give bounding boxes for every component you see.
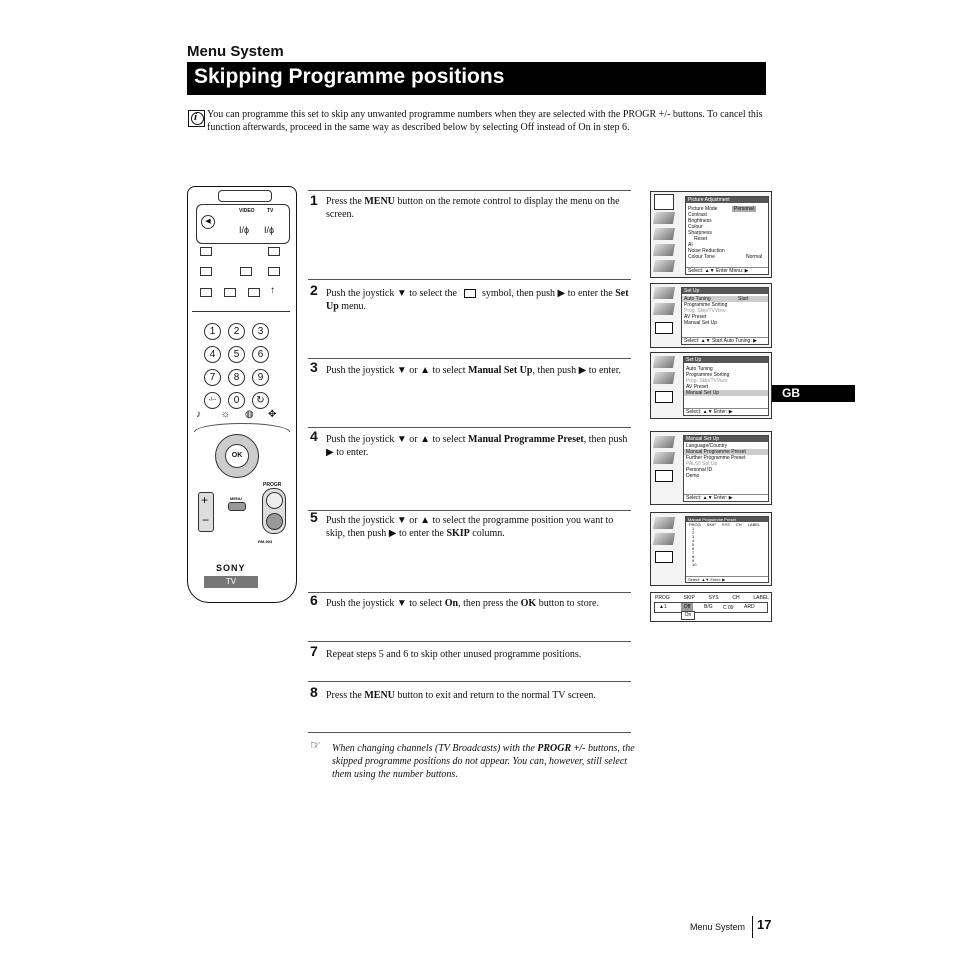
fastext-green-icon	[224, 288, 236, 297]
prog-number: 2	[692, 530, 695, 535]
step-1-text: Press the MENU button on the remote control to display the menu on the screen.	[326, 196, 620, 220]
digit-button: -/--	[204, 392, 221, 409]
prog-number: 9	[692, 558, 695, 563]
menu-row: Auto Tuning	[686, 366, 713, 372]
mute-icon: ◀	[201, 215, 215, 229]
video-label: VIDEO	[239, 208, 255, 214]
digit-button: 1	[204, 323, 221, 340]
table-body	[686, 527, 768, 567]
setup-icon	[655, 391, 673, 403]
setup-menu	[681, 287, 769, 345]
footer-section: Menu System	[690, 922, 746, 932]
column-header: PROG	[655, 595, 670, 601]
menu-footer: Select: ▲▼ Start Auto Tuning: ▶	[682, 337, 768, 344]
fastext-red-icon	[200, 288, 212, 297]
video-icon: ◍	[245, 409, 254, 420]
digit-button: 7	[204, 369, 221, 386]
ch-cell: C 09	[723, 605, 734, 611]
step-4-text: Push the joystick ▼ or ▲ to select Manual Programme Preset, then push ▶ to enter.	[326, 434, 628, 458]
model-label: RM-903	[258, 539, 273, 544]
digit-button: 6	[252, 346, 269, 363]
teletext-button-icon	[200, 247, 212, 256]
menu-title: Picture Adjustment	[686, 197, 768, 203]
progr-label: PROGR	[263, 482, 282, 488]
power-panel	[196, 204, 290, 244]
fastext-yellow-icon	[248, 288, 260, 297]
menu-row: Manual Set Up	[684, 320, 718, 326]
sound-icon: ♪	[196, 409, 201, 420]
menu-row: Language/Country	[686, 443, 728, 449]
menu-footer: Select: ▲▼ Enter: ▶	[686, 576, 768, 582]
column-header: CH	[735, 522, 742, 527]
remote-control-illustration	[187, 186, 297, 603]
step-divider	[308, 732, 631, 733]
step-divider	[308, 190, 631, 191]
step-6-text: Push the joystick ▼ to select On, then press the OK button to store.	[326, 598, 599, 609]
menu-icons	[654, 212, 674, 276]
step-divider	[308, 641, 631, 642]
step-2-text: Push the joystick ▼ to select the symbol, then push ▶ to enter the Set Up menu.	[326, 288, 629, 312]
menu-row: Programme Sorting	[686, 372, 730, 378]
digit-button: 9	[252, 369, 269, 386]
step-number: 4	[310, 428, 318, 444]
hint-hand-icon: ☞	[310, 738, 321, 752]
intro-text: You can programme this set to skip any unwanted programme numbers when they are selected with the PROGR +/- buttons. To cancel this function afterwards, proceed in the same way as described below by selecting Off instead of On in step 6.	[207, 109, 763, 133]
menu-title: Set Up	[682, 288, 768, 294]
info-icon: i	[188, 110, 205, 127]
prog-number: 4	[692, 538, 695, 543]
section-heading: Menu System	[187, 43, 284, 60]
step-5-text: Push the joystick ▼ or ▲ to select the programme position you want to skip, then push ▶ to enter the SKIP column.	[326, 515, 614, 539]
menu-row: Colour Tone	[688, 254, 715, 260]
prog-number: 5	[692, 542, 695, 547]
menu-icons	[654, 356, 674, 388]
digit-button: 8	[228, 369, 245, 386]
teletext-hold-icon	[200, 267, 212, 276]
screen-setup-manual	[650, 352, 772, 419]
digit-button: ↻	[252, 392, 269, 409]
menu-row: Colour	[688, 224, 703, 230]
skip-cell: Off	[681, 603, 693, 611]
tv-badge: TV	[204, 576, 258, 588]
step-number: 2	[310, 282, 318, 298]
pip-icon	[240, 267, 252, 276]
digit-button: 5	[228, 346, 245, 363]
step-divider	[308, 427, 631, 428]
prog-number: 8	[692, 554, 695, 559]
step-number: 5	[310, 509, 318, 525]
step-8-text: Press the MENU button to exit and return to the normal TV screen.	[326, 690, 596, 701]
setup-icon	[655, 470, 673, 482]
column-header: SKIP	[706, 522, 716, 527]
menu-icons	[654, 517, 674, 549]
column-header: SYS	[708, 595, 719, 601]
menu-icons	[654, 436, 674, 468]
prog-number: 3	[692, 534, 695, 539]
screen-picture-adjustment	[650, 191, 772, 278]
brand-logo: SONY	[216, 563, 246, 573]
step-divider	[308, 279, 631, 280]
menu-label: MENU	[230, 496, 242, 501]
up-arrow-icon: ↑	[270, 285, 275, 296]
menu-footer: Select: ▲▼ Enter: ▶	[684, 408, 768, 415]
menu-row: Manual Set Up	[684, 390, 768, 396]
menu-icons	[654, 287, 674, 319]
screen-skip-row	[650, 592, 772, 622]
page-title-bar	[187, 62, 766, 95]
menu-row: Brightness	[688, 218, 712, 224]
setup-icon	[655, 551, 673, 563]
prog-number: 10	[692, 562, 697, 567]
setup-symbol-icon	[464, 289, 476, 298]
minus-icon: −	[202, 513, 210, 527]
step-3-text: Push the joystick ▼ or ▲ to select Manual Set Up, then push ▶ to enter.	[326, 365, 621, 376]
ok-button: OK	[225, 444, 249, 468]
table-header	[655, 595, 769, 601]
progr-minus-icon	[266, 513, 283, 530]
menu-value: Personal	[734, 206, 754, 212]
setup-menu	[683, 356, 769, 416]
menu-row: Further Programme Preset	[686, 455, 746, 461]
picture-menu	[685, 196, 769, 275]
ir-window	[218, 190, 272, 202]
programme-preset-menu	[685, 516, 769, 583]
menu-value: Start	[738, 296, 749, 302]
menu-value: Normal	[746, 254, 763, 260]
step-divider	[308, 358, 631, 359]
menu-row: Auto Tuning	[684, 296, 711, 302]
step-divider	[308, 681, 631, 682]
joystick	[215, 434, 259, 478]
prog-number: 7	[692, 550, 695, 555]
progr-plus-icon	[266, 492, 283, 509]
language-tab	[772, 385, 855, 402]
step-7-text: Repeat steps 5 and 6 to skip other unused programme positions.	[326, 649, 582, 660]
menu-title: Set Up	[684, 357, 768, 363]
menu-row: Programme Sorting	[684, 302, 728, 308]
menu-row: Prog. Skip/TVView	[686, 378, 728, 384]
tv-label: TV	[267, 208, 274, 214]
digit-button: 0	[228, 392, 245, 409]
screen-manual-setup	[650, 431, 772, 505]
menu-row: Prog. Skip/TVView	[684, 308, 726, 314]
teletext-mix-icon	[268, 247, 280, 256]
volume-rocker	[198, 492, 214, 532]
menu-row: Sharpness	[688, 230, 712, 236]
column-header: SKIP	[683, 595, 695, 601]
menu-row: AV Preset	[686, 384, 709, 390]
menu-title: Manual Set Up	[684, 436, 768, 442]
pip-swap-icon	[268, 267, 280, 276]
label-cell: ARD	[744, 604, 755, 610]
column-header: LABEL	[753, 595, 769, 601]
menu-title: Manual Programme Preset	[686, 517, 768, 522]
step-number: 1	[310, 192, 318, 208]
skip-option-on: On	[681, 611, 695, 620]
step-divider	[308, 592, 631, 593]
page-number: 17	[757, 917, 772, 932]
menu-row: Demo	[686, 473, 700, 479]
digit-button: 2	[228, 323, 245, 340]
menu-row: Personal ID	[686, 467, 713, 473]
tuning-icon: ✥	[268, 409, 277, 420]
video-power-icon: I/ɸ	[239, 225, 249, 235]
footer-divider	[752, 916, 753, 938]
brightness-icon: ☼	[221, 409, 231, 420]
menu-row: Noise Reduction	[688, 248, 725, 254]
table-header	[686, 523, 768, 527]
screen-manual-programme-preset	[650, 512, 772, 586]
menu-row: Manual Programme Preset	[684, 449, 768, 455]
menu-row: Reset	[694, 236, 708, 242]
menu-row: PAL60 Set Up	[686, 461, 718, 467]
prog-cell: ▲1	[659, 604, 667, 610]
step-number: 8	[310, 684, 318, 700]
step-number: 6	[310, 592, 318, 608]
plus-icon: +	[201, 493, 209, 507]
digit-button: 4	[204, 346, 221, 363]
table-row	[692, 563, 768, 567]
step-number: 3	[310, 359, 318, 375]
picture-icon	[654, 194, 674, 210]
digit-button: 3	[252, 323, 269, 340]
menu-row: Contrast	[688, 212, 707, 218]
manual-setup-menu	[683, 435, 769, 502]
menu-row: AV Preset	[684, 314, 707, 320]
menu-footer: Select: ▲▼ Enter Menu: ▶	[686, 267, 768, 274]
screen-setup	[650, 283, 772, 348]
divider	[192, 311, 290, 312]
language-tab-label: GB	[782, 386, 800, 400]
menu-row: Picture Mode	[688, 206, 718, 212]
note-text: When changing channels (TV Broadcasts) with the PROGR +/- buttons, the skipped programme positions do not appear. You can, however, still select them using the number buttons.	[332, 743, 635, 780]
button-row	[194, 423, 290, 432]
tv-power-icon: I/ɸ	[264, 225, 274, 235]
setup-icon	[655, 322, 673, 334]
column-header: SYS	[721, 522, 730, 527]
step-number: 7	[310, 643, 318, 659]
page-title: Skipping Programme positions	[194, 65, 505, 88]
step-divider	[308, 510, 631, 511]
menu-footer: Select: ▲▼ Enter: ▶	[684, 494, 768, 501]
menu-row: AI	[688, 242, 693, 248]
sys-cell: B/G	[704, 604, 713, 610]
menu-button	[228, 502, 246, 511]
column-header: PROG	[689, 522, 701, 527]
column-header: LABEL	[747, 522, 761, 527]
prog-number: 1	[692, 526, 695, 531]
column-header: CH	[732, 595, 740, 601]
prog-number: 6	[692, 546, 695, 551]
progr-rocker	[262, 488, 286, 534]
